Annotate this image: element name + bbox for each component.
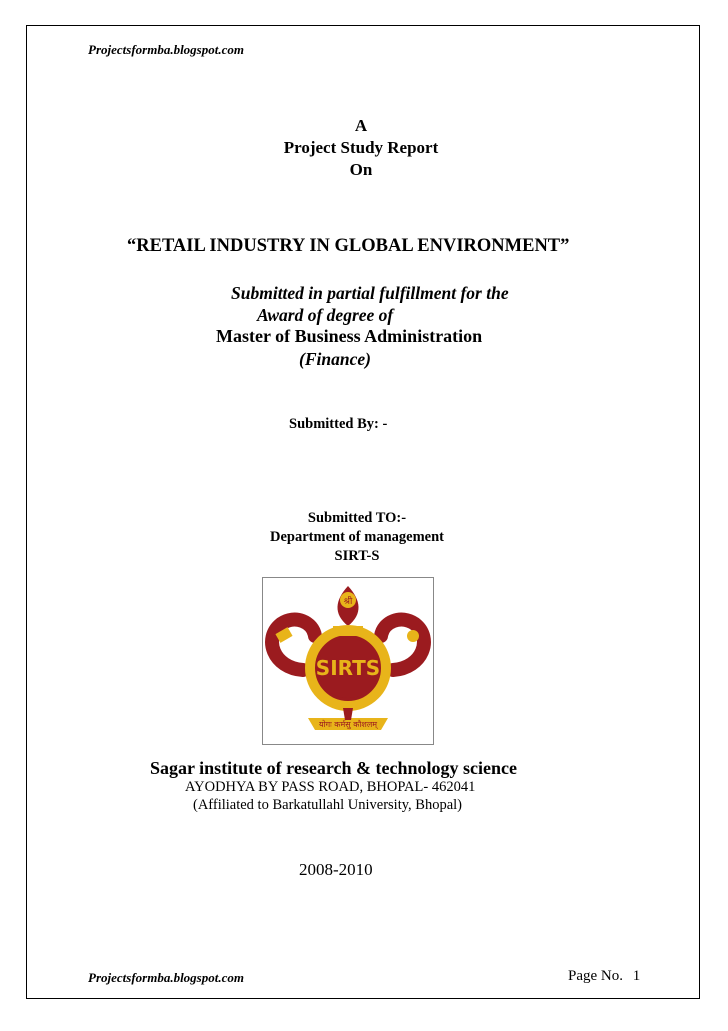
- degree-name: Master of Business Administration: [216, 326, 483, 346]
- institute-logo: [262, 577, 434, 745]
- organization: SIRT-S: [334, 548, 380, 564]
- academic-years: 2008-2010: [299, 860, 373, 879]
- submitted-by: Submitted By: -: [289, 416, 388, 432]
- dish-icon: [407, 630, 419, 642]
- specialization: (Finance): [299, 349, 371, 369]
- logo-center-text: SIRTS: [315, 656, 381, 680]
- submission-line2: Award of degree of: [257, 305, 394, 325]
- institute-affiliation: (Affiliated to Barkatullahl University, Bhopal): [193, 797, 462, 813]
- sirts-emblem: [263, 578, 433, 744]
- logo-motto: योगः कर्मसु कौशलम्: [318, 720, 378, 729]
- institute-name: Sagar institute of research & technology science: [150, 758, 517, 778]
- page-number: 1: [632, 968, 641, 984]
- title-line-a: A: [354, 116, 368, 135]
- title-line-on: On: [349, 160, 373, 179]
- department: Department of management: [270, 529, 444, 545]
- computer-icon: [333, 626, 363, 636]
- institute-address: AYODHYA BY PASS ROAD, BHOPAL- 462041: [185, 779, 476, 795]
- submission-line1: Submitted in partial fulfillment for the: [231, 283, 509, 303]
- project-title: “RETAIL INDUSTRY IN GLOBAL ENVIRONMENT”: [127, 236, 570, 256]
- crest-text: श्री: [343, 597, 353, 607]
- header-site: Projectsformba.blogspot.com: [88, 42, 244, 57]
- page-number-block: [568, 968, 640, 985]
- page-label: Page No.: [568, 968, 623, 984]
- submitted-to-label: Submitted TO:-: [307, 510, 407, 526]
- footer-site: Projectsformba.blogspot.com: [88, 970, 244, 985]
- title-line-report: Project Study Report: [283, 138, 439, 157]
